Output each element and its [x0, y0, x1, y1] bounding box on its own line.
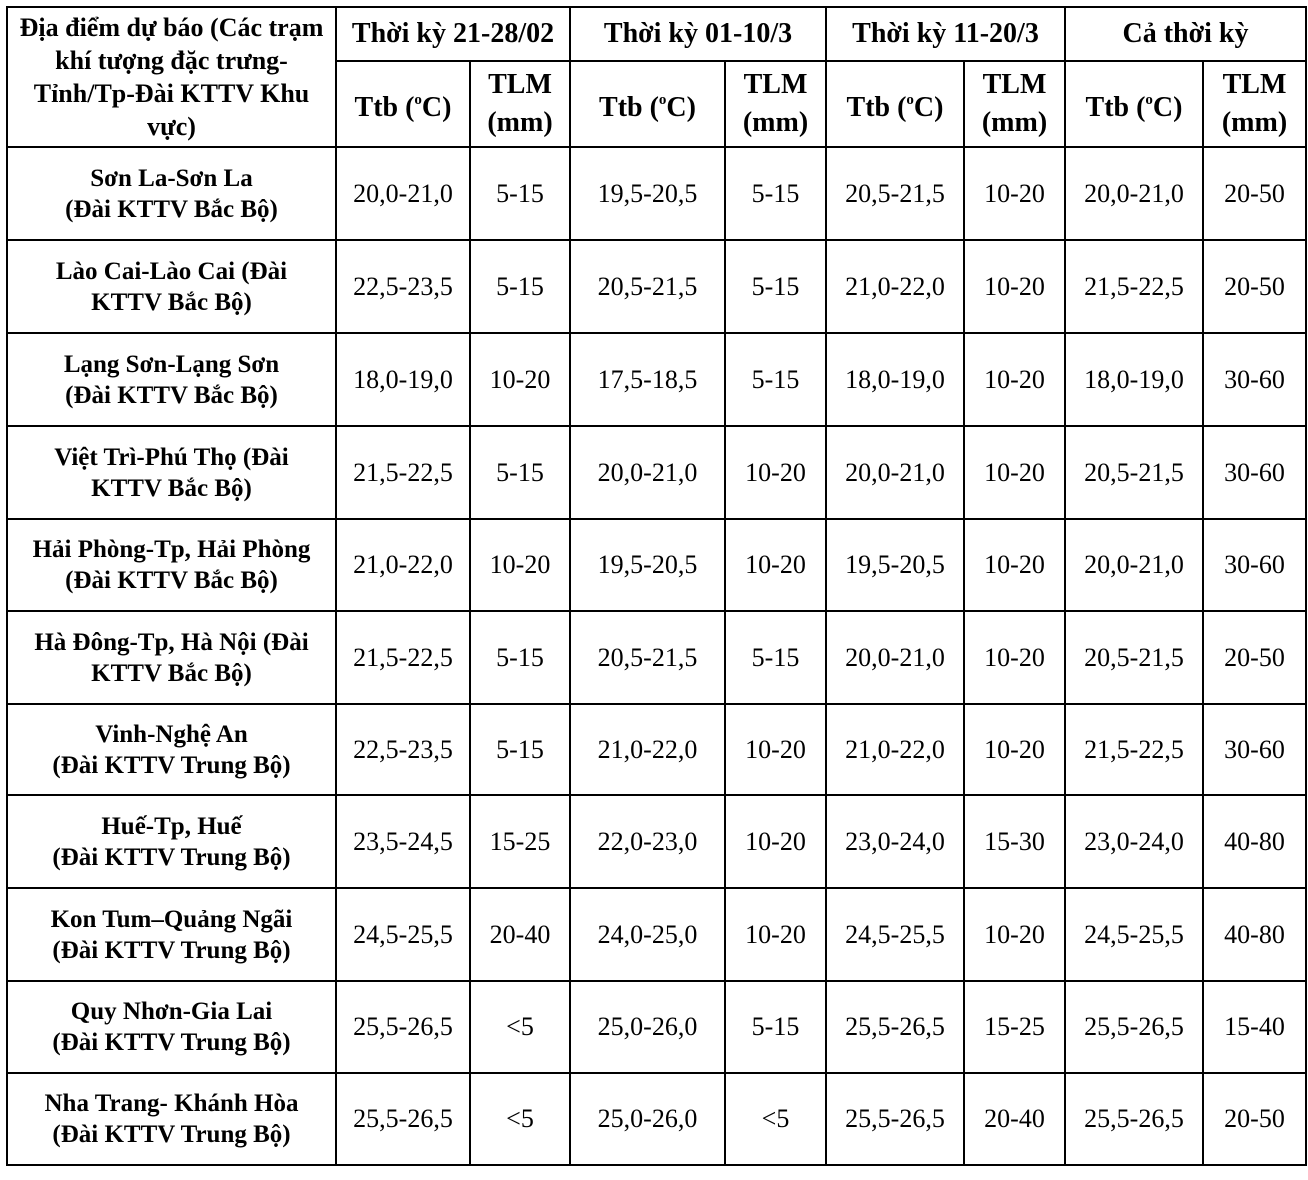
rain-value-cell: 10-20 [964, 888, 1065, 981]
rain-header [725, 61, 826, 147]
location-cell [7, 240, 336, 333]
rain-value-cell: 5-15 [725, 147, 826, 240]
rain-value-cell: 5-15 [470, 240, 570, 333]
rain-value-cell: 5-15 [470, 426, 570, 519]
rain-value-cell: 10-20 [964, 333, 1065, 426]
rain-value-cell: 10-20 [725, 519, 826, 611]
rain-header [470, 61, 570, 147]
temp-value-cell: 21,0-22,0 [570, 704, 725, 795]
station-name: Nha Trang- Khánh Hòa [44, 1090, 299, 1117]
period-header: Cả thời kỳ [1065, 7, 1306, 61]
rain-value-cell: <5 [470, 981, 570, 1073]
rain-value-cell: 10-20 [470, 333, 570, 426]
rain-value-cell: 10-20 [725, 426, 826, 519]
temp-value-cell: 21,0-22,0 [826, 704, 964, 795]
table-row [7, 1073, 1306, 1165]
temp-value-cell: 25,0-26,0 [570, 1073, 725, 1165]
station-name: Lạng Sơn-Lạng Sơn [63, 350, 280, 378]
temp-value-cell: 25,0-26,0 [570, 981, 725, 1073]
temp-header [336, 61, 470, 147]
station-name: Vinh-Nghệ An [95, 720, 248, 748]
rain-value-cell: 20-50 [1203, 240, 1306, 333]
temp-header [826, 61, 964, 147]
table-row [7, 147, 1306, 240]
temp-value-cell: 20,0-21,0 [826, 611, 964, 704]
location-header: Địa điểm dự báo (Các trạm khí tượng đặc trưng-Tỉnh/Tp-Đài KTTV Khu vực) [7, 7, 336, 147]
rain-value-cell: <5 [725, 1073, 826, 1165]
temp-value-cell: 23,5-24,5 [336, 795, 470, 888]
station-name: Lào Cai-Lào Cai (Đài [55, 257, 288, 285]
forecast-table [6, 6, 1307, 1166]
temp-value-cell: 22,0-23,0 [570, 795, 725, 888]
temp-value-cell: 21,0-22,0 [826, 240, 964, 333]
period-header: Thời kỳ 11-20/3 [826, 7, 1065, 61]
temp-value-cell: 23,0-24,0 [826, 795, 964, 888]
rain-value-cell: 40-80 [1203, 888, 1306, 981]
rain-value-cell: 15-25 [470, 795, 570, 888]
temp-header-prefix: Ttb ( [846, 92, 907, 123]
degree-superscript: o [1145, 92, 1153, 108]
temp-value-cell: 24,0-25,0 [570, 888, 725, 981]
temp-value-cell: 20,0-21,0 [336, 147, 470, 240]
rain-header-line2: (mm) [1221, 107, 1288, 138]
table-row [7, 519, 1306, 611]
rain-value-cell: 5-15 [725, 981, 826, 1073]
rain-value-cell: 5-15 [470, 147, 570, 240]
rain-value-cell: 20-50 [1203, 611, 1306, 704]
table-row [7, 981, 1306, 1073]
rain-value-cell: 10-20 [725, 888, 826, 981]
temp-value-cell: 19,5-20,5 [826, 519, 964, 611]
temp-value-cell: 24,5-25,5 [336, 888, 470, 981]
temp-value-cell: 21,5-22,5 [1065, 240, 1203, 333]
center-name: (Đài KTTV Bắc Bộ) [65, 381, 278, 409]
location-cell [7, 147, 336, 240]
location-cell [7, 981, 336, 1073]
location-cell [7, 426, 336, 519]
rain-value-cell: 20-40 [470, 888, 570, 981]
temp-header-prefix: Ttb ( [599, 92, 659, 123]
rain-header-line1: TLM [1222, 69, 1287, 100]
rain-value-cell: 20-50 [1203, 147, 1306, 240]
table-body [7, 147, 1306, 1165]
table-row [7, 333, 1306, 426]
center-name: KTTV Bắc Bộ) [91, 474, 252, 502]
temp-value-cell: 18,0-19,0 [1065, 333, 1203, 426]
location-cell [7, 333, 336, 426]
table-row [7, 426, 1306, 519]
forecast-table-container [6, 6, 1307, 1166]
rain-value-cell: 30-60 [1203, 704, 1306, 795]
rain-header-line1: TLM [743, 69, 808, 100]
temp-value-cell: 21,5-22,5 [336, 611, 470, 704]
temp-value-cell: 20,5-21,5 [570, 240, 725, 333]
center-name: KTTV Bắc Bộ) [91, 659, 252, 687]
header-row-periods [7, 7, 1306, 61]
temp-value-cell: 20,5-21,5 [1065, 611, 1203, 704]
rain-value-cell: 10-20 [725, 704, 826, 795]
period-header: Thời kỳ 21-28/02 [336, 7, 570, 61]
rain-value-cell: 10-20 [964, 611, 1065, 704]
temp-value-cell: 20,0-21,0 [570, 426, 725, 519]
rain-value-cell: 5-15 [725, 611, 826, 704]
table-row [7, 704, 1306, 795]
temp-value-cell: 25,5-26,5 [336, 981, 470, 1073]
center-name: KTTV Bắc Bộ) [91, 288, 252, 316]
rain-header-line2: (mm) [742, 107, 809, 138]
temp-header-prefix: Ttb ( [354, 92, 415, 123]
temp-value-cell: 22,5-23,5 [336, 240, 470, 333]
rain-value-cell: 10-20 [964, 704, 1065, 795]
degree-superscript: o [906, 92, 914, 108]
rain-value-cell: 10-20 [964, 426, 1065, 519]
center-name: (Đài KTTV Trung Bộ) [52, 1121, 291, 1148]
station-name: Quy Nhơn-Gia Lai [70, 998, 273, 1025]
rain-value-cell: 20-50 [1203, 1073, 1306, 1165]
temp-value-cell: 21,5-22,5 [336, 426, 470, 519]
temp-value-cell: 21,5-22,5 [1065, 704, 1203, 795]
rain-header-line1: TLM [488, 69, 552, 100]
temp-value-cell: 20,0-21,0 [826, 426, 964, 519]
temp-value-cell: 18,0-19,0 [336, 333, 470, 426]
rain-header [964, 61, 1065, 147]
temp-value-cell: 22,5-23,5 [336, 704, 470, 795]
temp-value-cell: 25,5-26,5 [826, 1073, 964, 1165]
station-name: Hà Đông-Tp, Hà Nội (Đài [34, 628, 309, 656]
temp-value-cell: 25,5-26,5 [1065, 1073, 1203, 1165]
station-name: Huế-Tp, Huế [101, 812, 242, 840]
rain-value-cell: 15-25 [964, 981, 1065, 1073]
temp-value-cell: 17,5-18,5 [570, 333, 725, 426]
table-row [7, 795, 1306, 888]
rain-value-cell: 15-30 [964, 795, 1065, 888]
rain-value-cell: 40-80 [1203, 795, 1306, 888]
location-cell [7, 519, 336, 611]
rain-value-cell: 5-15 [725, 333, 826, 426]
station-name: Sơn La-Sơn La [90, 164, 253, 192]
temp-value-cell: 20,5-21,5 [826, 147, 964, 240]
temp-value-cell: 20,0-21,0 [1065, 519, 1203, 611]
rain-value-cell: 30-60 [1203, 519, 1306, 611]
rain-header-line2: (mm) [487, 107, 553, 138]
degree-superscript: o [414, 92, 422, 108]
temp-header [1065, 61, 1203, 147]
station-name: Hải Phòng-Tp, Hải Phòng [32, 536, 311, 563]
temp-value-cell: 20,5-21,5 [570, 611, 725, 704]
temp-header-prefix: Ttb ( [1085, 92, 1146, 123]
rain-value-cell: 10-20 [964, 240, 1065, 333]
table-row [7, 611, 1306, 704]
center-name: (Đài KTTV Trung Bộ) [52, 936, 291, 964]
temp-value-cell: 20,5-21,5 [1065, 426, 1203, 519]
location-cell [7, 795, 336, 888]
center-name: (Đài KTTV Trung Bộ) [52, 751, 291, 779]
rain-value-cell: 5-15 [725, 240, 826, 333]
temp-value-cell: 24,5-25,5 [1065, 888, 1203, 981]
location-cell [7, 888, 336, 981]
temp-value-cell: 25,5-26,5 [336, 1073, 470, 1165]
station-name: Việt Trì-Phú Thọ (Đài [54, 443, 289, 471]
temp-value-cell: 24,5-25,5 [826, 888, 964, 981]
rain-value-cell: 10-20 [470, 519, 570, 611]
rain-value-cell: 10-20 [964, 519, 1065, 611]
temp-value-cell: 25,5-26,5 [1065, 981, 1203, 1073]
temp-header-suffix: C) [421, 92, 452, 123]
rain-value-cell: <5 [470, 1073, 570, 1165]
rain-value-cell: 10-20 [725, 795, 826, 888]
center-name: (Đài KTTV Bắc Bộ) [65, 195, 278, 223]
rain-header [1203, 61, 1306, 147]
temp-value-cell: 23,0-24,0 [1065, 795, 1203, 888]
degree-superscript: o [658, 92, 667, 108]
location-cell [7, 704, 336, 795]
rain-value-cell: 10-20 [964, 147, 1065, 240]
rain-value-cell: 20-40 [964, 1073, 1065, 1165]
location-cell [7, 1073, 336, 1165]
temp-value-cell: 18,0-19,0 [826, 333, 964, 426]
location-cell [7, 611, 336, 704]
table-row [7, 240, 1306, 333]
rain-header-line2: (mm) [981, 107, 1048, 138]
table-row [7, 888, 1306, 981]
center-name: (Đài KTTV Trung Bộ) [52, 1029, 291, 1056]
temp-header-suffix: C) [666, 92, 696, 123]
temp-value-cell: 20,0-21,0 [1065, 147, 1203, 240]
rain-value-cell: 30-60 [1203, 426, 1306, 519]
temp-header-suffix: C) [913, 92, 944, 123]
rain-value-cell: 5-15 [470, 611, 570, 704]
rain-value-cell: 30-60 [1203, 333, 1306, 426]
rain-header-line1: TLM [982, 69, 1047, 100]
temp-header [570, 61, 725, 147]
temp-header-suffix: C) [1152, 92, 1183, 123]
temp-value-cell: 25,5-26,5 [826, 981, 964, 1073]
center-name: (Đài KTTV Trung Bộ) [52, 843, 291, 871]
temp-value-cell: 21,0-22,0 [336, 519, 470, 611]
center-name: (Đài KTTV Bắc Bộ) [65, 567, 278, 594]
station-name: Kon Tum–Quảng Ngãi [50, 905, 293, 933]
rain-value-cell: 5-15 [470, 704, 570, 795]
rain-value-cell: 15-40 [1203, 981, 1306, 1073]
temp-value-cell: 19,5-20,5 [570, 147, 725, 240]
temp-value-cell: 19,5-20,5 [570, 519, 725, 611]
period-header: Thời kỳ 01-10/3 [570, 7, 826, 61]
